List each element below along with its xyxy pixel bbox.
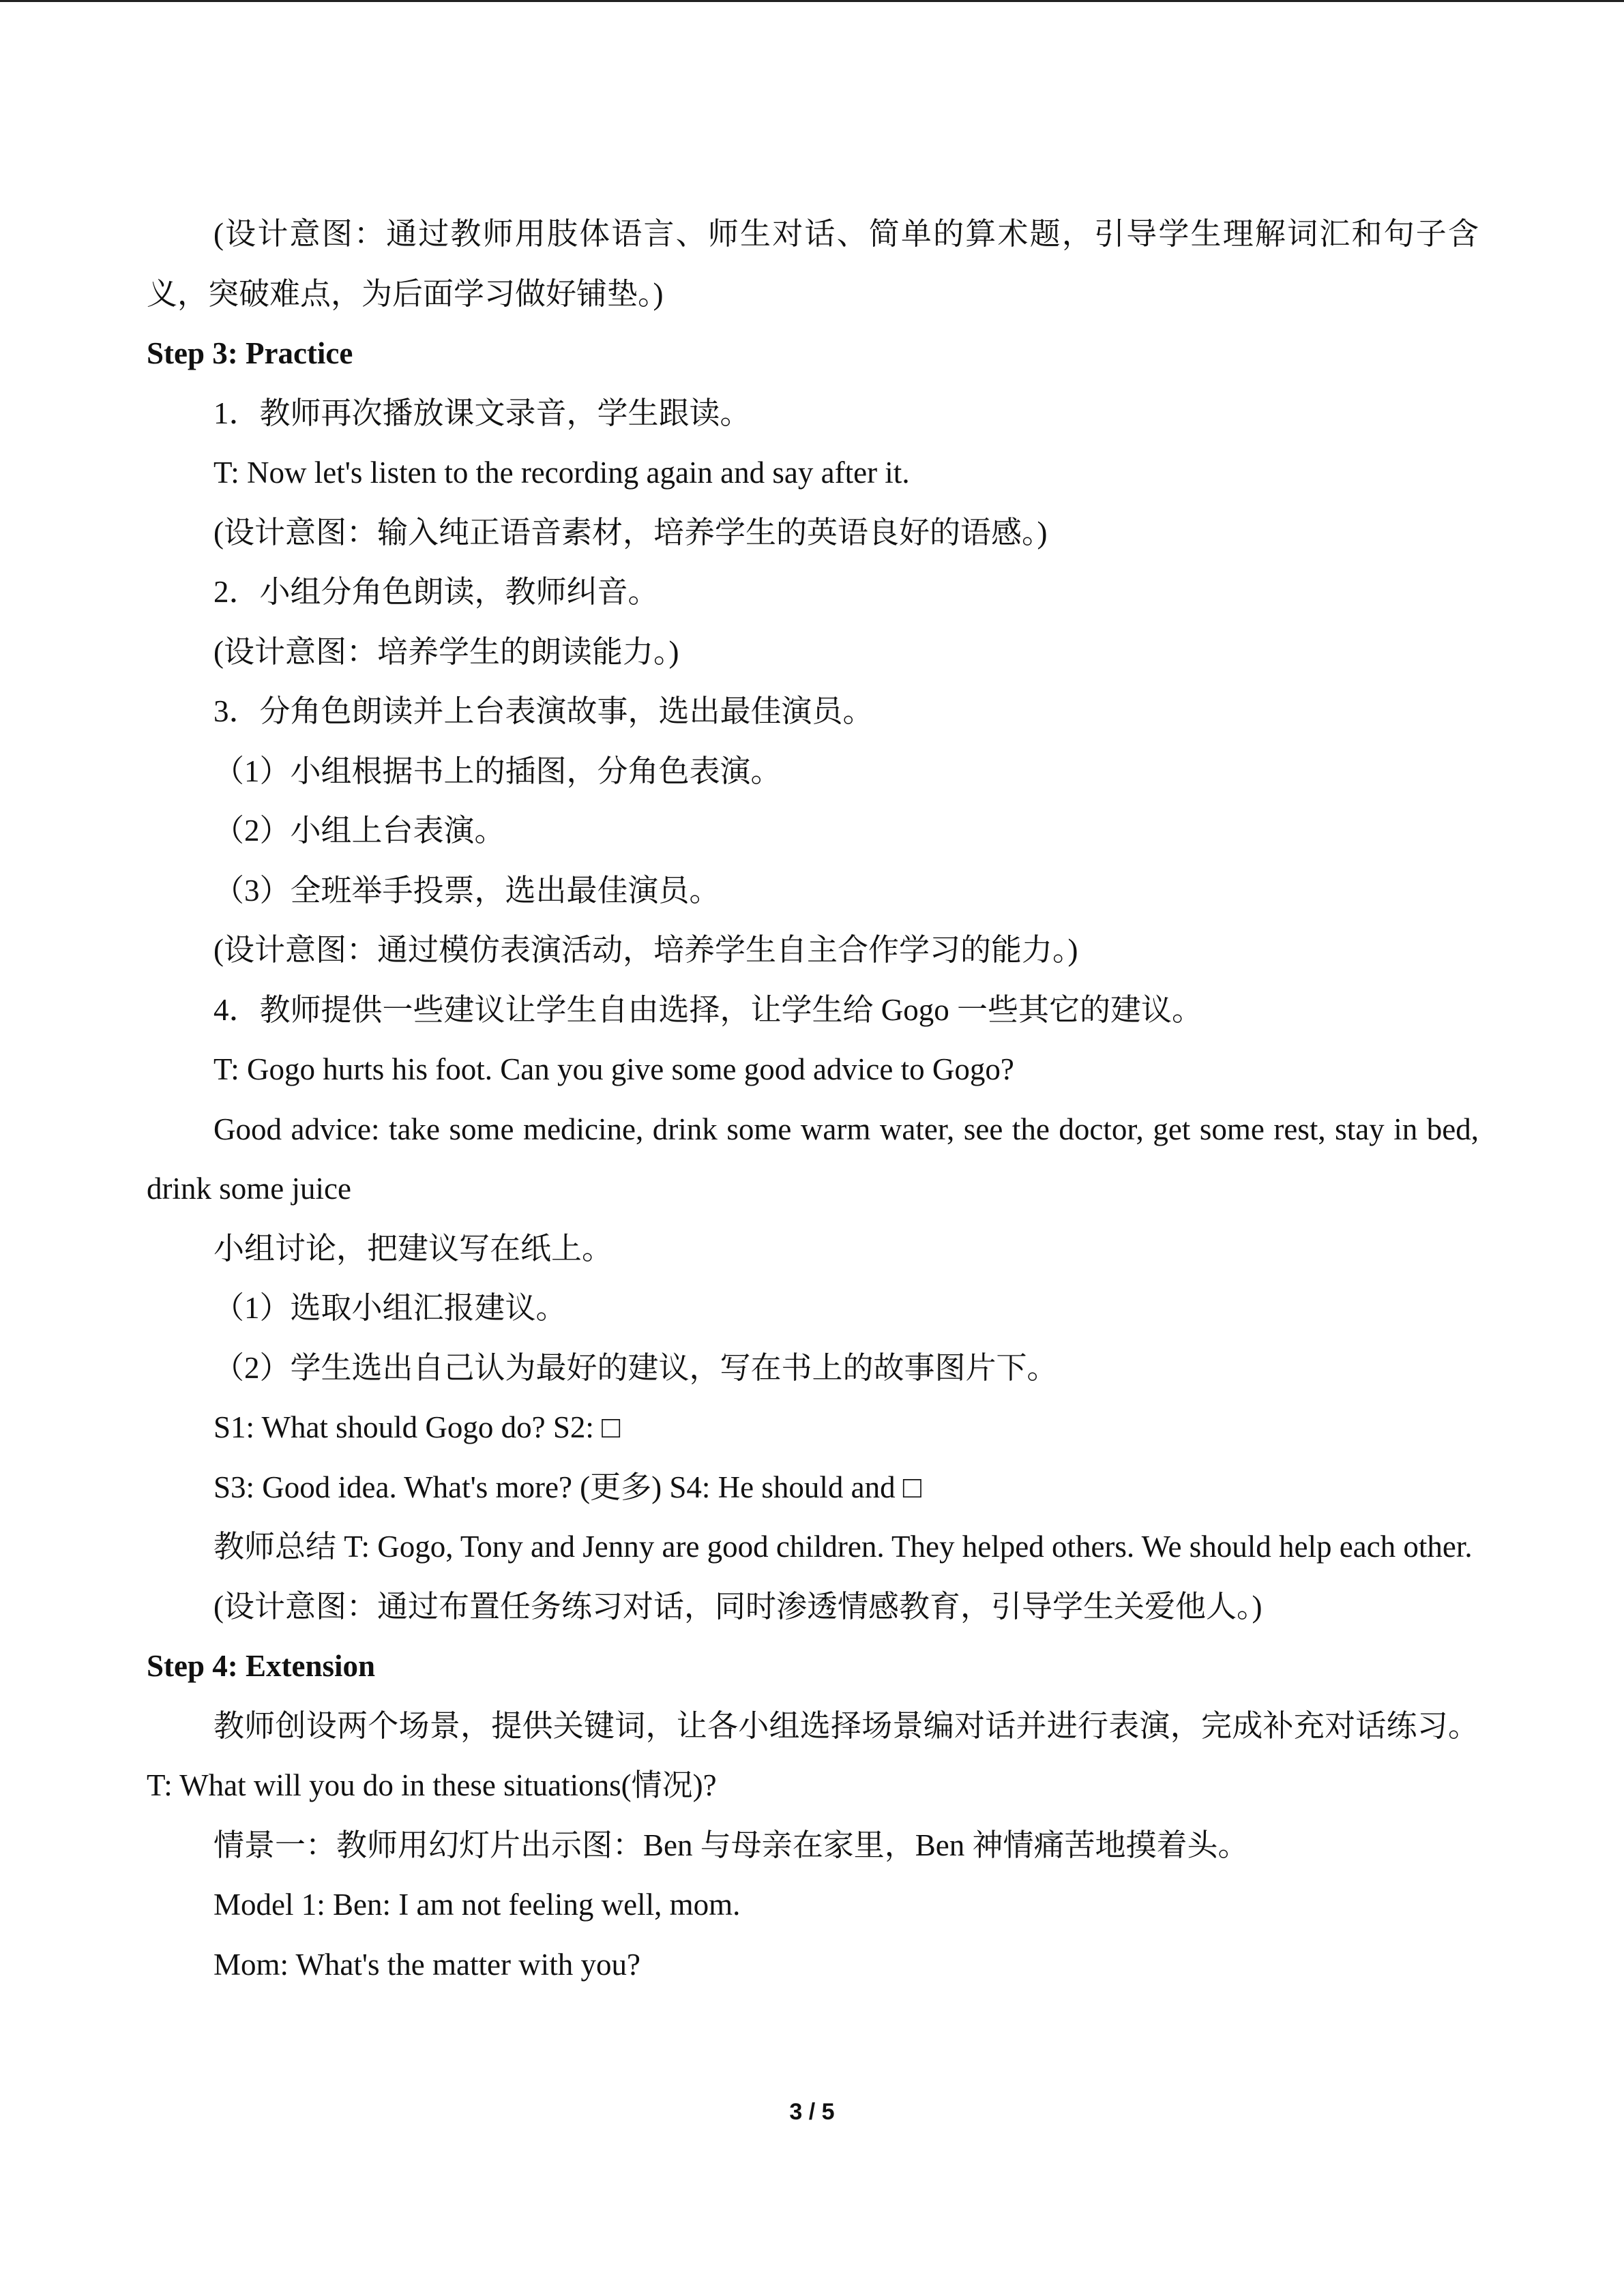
paragraph-teacher-line-1: T: Now let's listen to the recording again and say after it.: [213, 456, 910, 490]
paragraph-practice-2: 2．小组分角色朗读，教师纠音。: [213, 575, 659, 609]
paragraph-practice-1: 1．教师再次播放课文录音，学生跟读。: [213, 396, 751, 430]
heading-step-3: Step 3: Practice: [147, 336, 353, 370]
paragraph-sub-item-2: （2）小组上台表演。: [213, 814, 505, 848]
paragraph-practice-3: 3．分角色朗读并上台表演故事，选出最佳演员。: [213, 694, 874, 728]
paragraph-teacher-line-2: T: Gogo hurts his foot. Can you give some good advice to Gogo?: [213, 1052, 1014, 1086]
paragraph-dialogue-2: S3: Good idea. What's more? (更多) S4: He should and □: [213, 1470, 922, 1504]
paragraph-scenario-1: 情景一：教师用幻灯片出示图：Ben 与母亲在家里，Ben 神情痛苦地摸着头。: [213, 1828, 1249, 1862]
paragraph-design-intent-3: (设计意图：培养学生的朗读能力。): [213, 634, 679, 669]
paragraph-group-discussion: 小组讨论，把建议写在纸上。: [213, 1231, 613, 1266]
document-body: [147, 205, 1479, 1995]
paragraph-teacher-summary: 教师总结 T: Gogo, Tony and Jenny are good children. They helped others. We should help each other.: [213, 1530, 1473, 1564]
paragraph-sub-item-4: （1）选取小组汇报建议。: [213, 1291, 567, 1325]
page-number: 3 / 5: [789, 2099, 835, 2125]
paragraph-model-1: Model 1: Ben: I am not feeling well, mom.: [213, 1888, 741, 1922]
paragraph-design-intent-5: (设计意图：通过布置任务练习对话，同时渗透情感教育，引导学生关爱他人。): [213, 1589, 1263, 1624]
paragraph-sub-item-5: （2）学生选出自己认为最好的建议，写在书上的故事图片下。: [213, 1350, 1058, 1385]
paragraph-design-intent-2: (设计意图：输入纯正语音素材，培养学生的英语良好的语感。): [213, 515, 1048, 550]
paragraph-design-intent-4: (设计意图：通过模仿表演活动，培养学生自主合作学习的能力。): [213, 933, 1078, 967]
heading-step-4: Step 4: Extension: [147, 1649, 376, 1683]
top-border-line: [0, 0, 1624, 2]
paragraph-design-intent-1: (设计意图：通过教师用肢体语言、师生对话、简单的算术题，引导学生理解词汇和句子含义，突破难点，为后面学习做好铺垫。): [147, 217, 1479, 311]
paragraph-sub-item-3: （3）全班举手投票，选出最佳演员。: [213, 873, 720, 908]
paragraph-extension-intro: 教师创设两个场景，提供关键词，让各小组选择场景编对话并进行表演，完成补充对话练习。T: What will you do in these situations(情况)?: [147, 1708, 1479, 1802]
paragraph-good-advice: Good advice: take some medicine, drink some warm water, see the doctor, get some rest, stay in bed, drink some juice: [147, 1112, 1479, 1206]
paragraph-dialogue-1: S1: What should Gogo do? S2: □: [213, 1410, 621, 1444]
paragraph-sub-item-1: （1）小组根据书上的插图，分角色表演。: [213, 754, 782, 788]
paragraph-practice-4: 4．教师提供一些建议让学生自由选择，让学生给 Gogo 一些其它的建议。: [213, 992, 1202, 1027]
paragraph-mom-line: Mom: What's the matter with you?: [213, 1947, 640, 1982]
